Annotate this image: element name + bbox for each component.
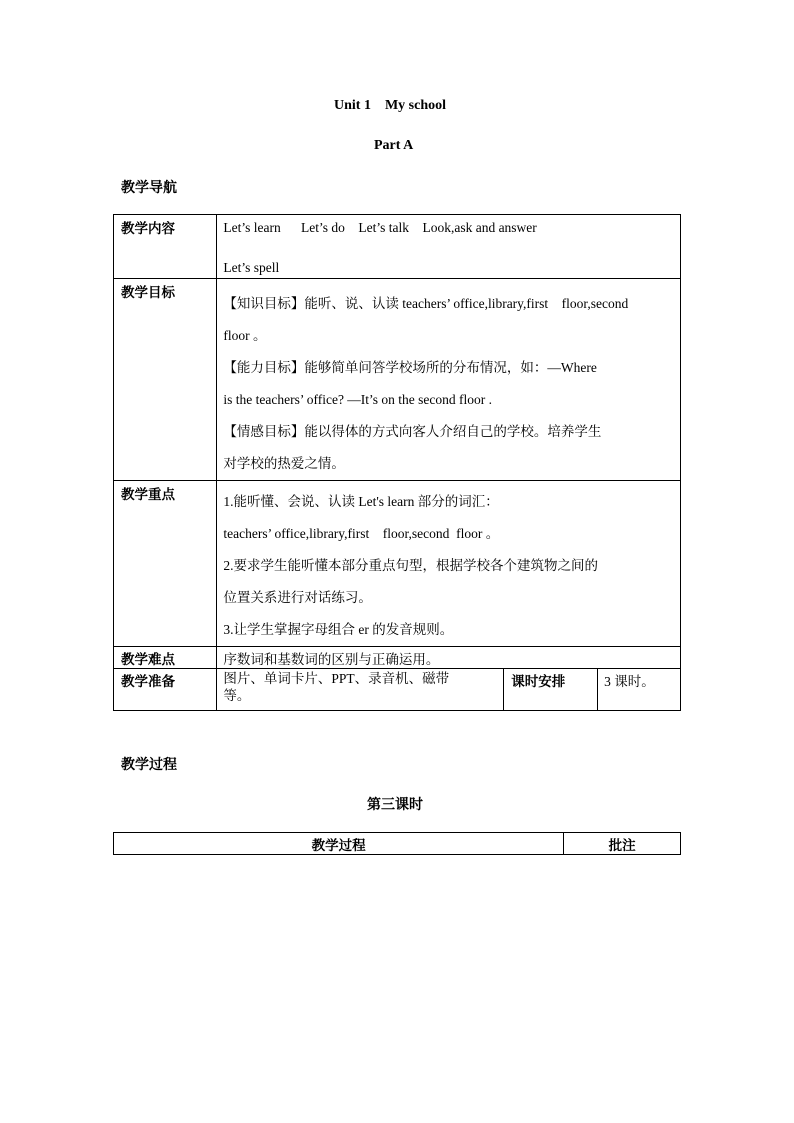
row-objectives-body (217, 279, 681, 481)
row-content (114, 215, 681, 279)
schedule-label: 课时安排 (504, 669, 598, 711)
nav-heading: 教学导航 (121, 181, 177, 196)
part-title: Part A (374, 138, 414, 153)
process-header-row (114, 833, 681, 855)
preparation-body (217, 669, 504, 711)
objective-line: floor 。 (223, 328, 267, 343)
row-label: 教学内容 (114, 215, 217, 279)
row-label: 教学重点 (114, 481, 217, 647)
objective-line: is the teachers’ office? —It’s on the second floor . (223, 392, 493, 407)
key-point-line: 2.要求学生能听懂本部分重点句型，根据学校各个建筑物之间的 (223, 558, 598, 573)
lesson-title: 第三课时 (367, 798, 423, 813)
row-preparation (114, 669, 681, 711)
unit-title: Unit 1 My school (334, 98, 446, 113)
objective-line: 【能力目标】能够简单问答学校场所的分布情况，如：—Where (223, 360, 597, 375)
key-point-line: 3.让学生掌握字母组合 er 的发音规则。 (223, 622, 454, 637)
preparation-line: 图片、单词卡片、PPT、录音机、磁带 (223, 671, 450, 686)
process-table (113, 832, 681, 855)
teaching-plan-table (113, 214, 681, 711)
content-line: Let’s learn Let’s do Let’s talk Look,ask and answer (223, 220, 537, 235)
key-point-line: 1.能听懂、会说、认读 Let's learn 部分的词汇： (223, 494, 499, 509)
remarks-col-header: 批注 (564, 833, 681, 855)
content-line: Let’s spell (223, 260, 280, 275)
schedule-value: 3 课时。 (598, 669, 681, 711)
row-key-points-body (217, 481, 681, 647)
row-label: 教学准备 (114, 669, 217, 711)
row-content-body (217, 215, 681, 279)
key-point-line: teachers’ office,library,first floor,second floor 。 (223, 526, 500, 541)
difficulties-text: 序数词和基数词的区别与正确运用。 (217, 647, 681, 669)
row-label: 教学难点 (114, 647, 217, 669)
objective-line: 对学校的热爱之情。 (223, 456, 345, 471)
row-difficulties (114, 647, 681, 669)
row-objectives (114, 279, 681, 481)
row-key-points (114, 481, 681, 647)
preparation-line: 等。 (223, 688, 251, 703)
process-heading: 教学过程 (121, 758, 177, 773)
objective-line: 【情感目标】能以得体的方式向客人介绍自己的学校。培养学生 (223, 424, 602, 439)
row-label: 教学目标 (114, 279, 217, 481)
objective-line: 【知识目标】能听、说、认读 teachers’ office,library,first floor,second (223, 296, 629, 311)
process-col-header: 教学过程 (114, 833, 564, 855)
key-point-line: 位置关系进行对话练习。 (223, 590, 372, 605)
